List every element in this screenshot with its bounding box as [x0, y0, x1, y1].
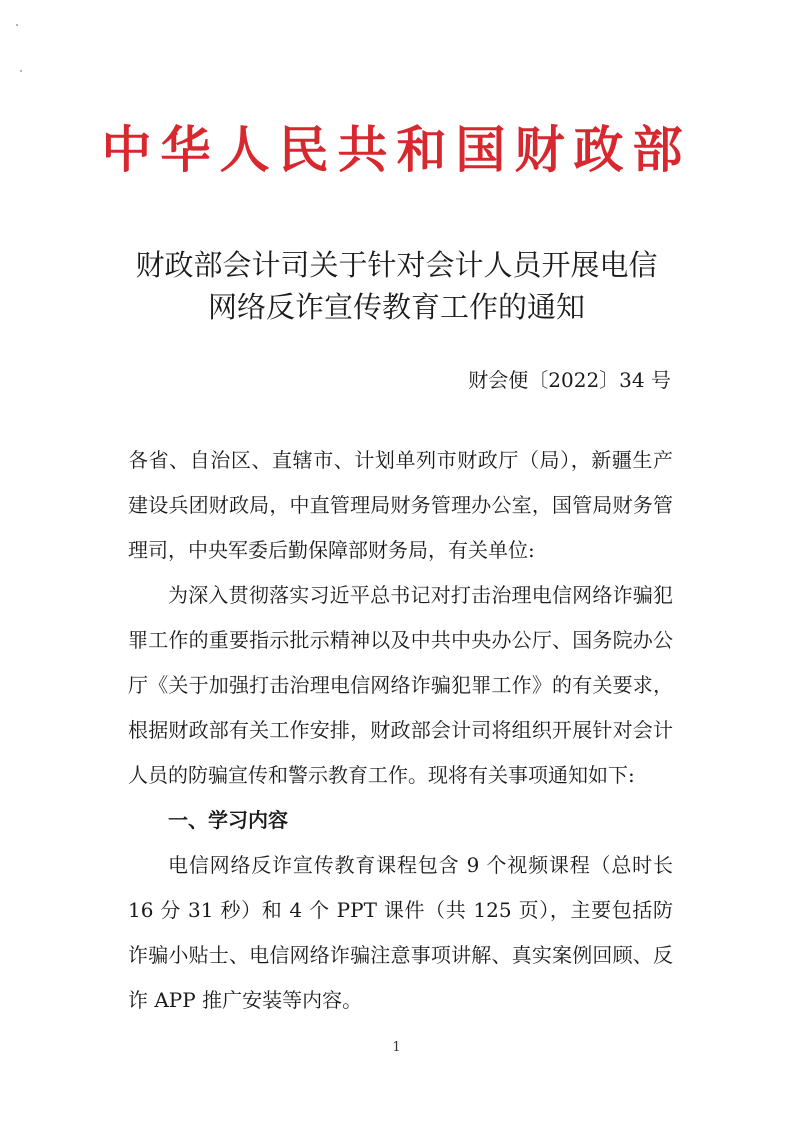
issuing-authority-header: 中华人民共和国财政部	[101, 121, 692, 179]
addressee-paragraph: 各省、自治区、直辖市、计划单列市财政厅（局），新疆生产建设兵团财政局，中直管理局财务管理办公室，国管局财务管理司，中央军委后勤保障部财务局，有关单位:	[128, 448, 673, 562]
document-number: 财会便〔2022〕34 号	[468, 368, 671, 392]
main-body	[128, 573, 673, 1023]
scan-speck	[20, 70, 22, 72]
title-line-1: 财政部会计司关于针对会计人员开展电信	[135, 248, 658, 282]
page-number: 1	[392, 1040, 401, 1055]
document-title	[0, 244, 793, 328]
section-1-paragraph: 电信网络反诈宣传教育课程包含 9 个视频课程（总时长 16 分 31 秒）和 4 个 PPT 课件（共 125 页），主要包括防诈骗小贴士、电信网络诈骗注意事项讲解、真实案例回顾、反诈 APP 推广安装等内容。	[128, 853, 673, 1012]
section-heading-1: 一、学习内容	[168, 808, 288, 832]
title-line-2: 网络反诈宣传教育工作的通知	[207, 290, 585, 324]
intro-paragraph: 为深入贯彻落实习近平总书记对打击治理电信网络诈骗犯罪工作的重要指示批示精神以及中共中央办公厅、国务院办公厅《关于加强打击治理电信网络诈骗犯罪工作》的有关要求，根据财政部有关工作安排，财政部会计司将组织开展针对会计人员的防骗宣传和警示教育工作。现将有关事项通知如下:	[128, 583, 673, 787]
scan-speck	[16, 24, 18, 26]
